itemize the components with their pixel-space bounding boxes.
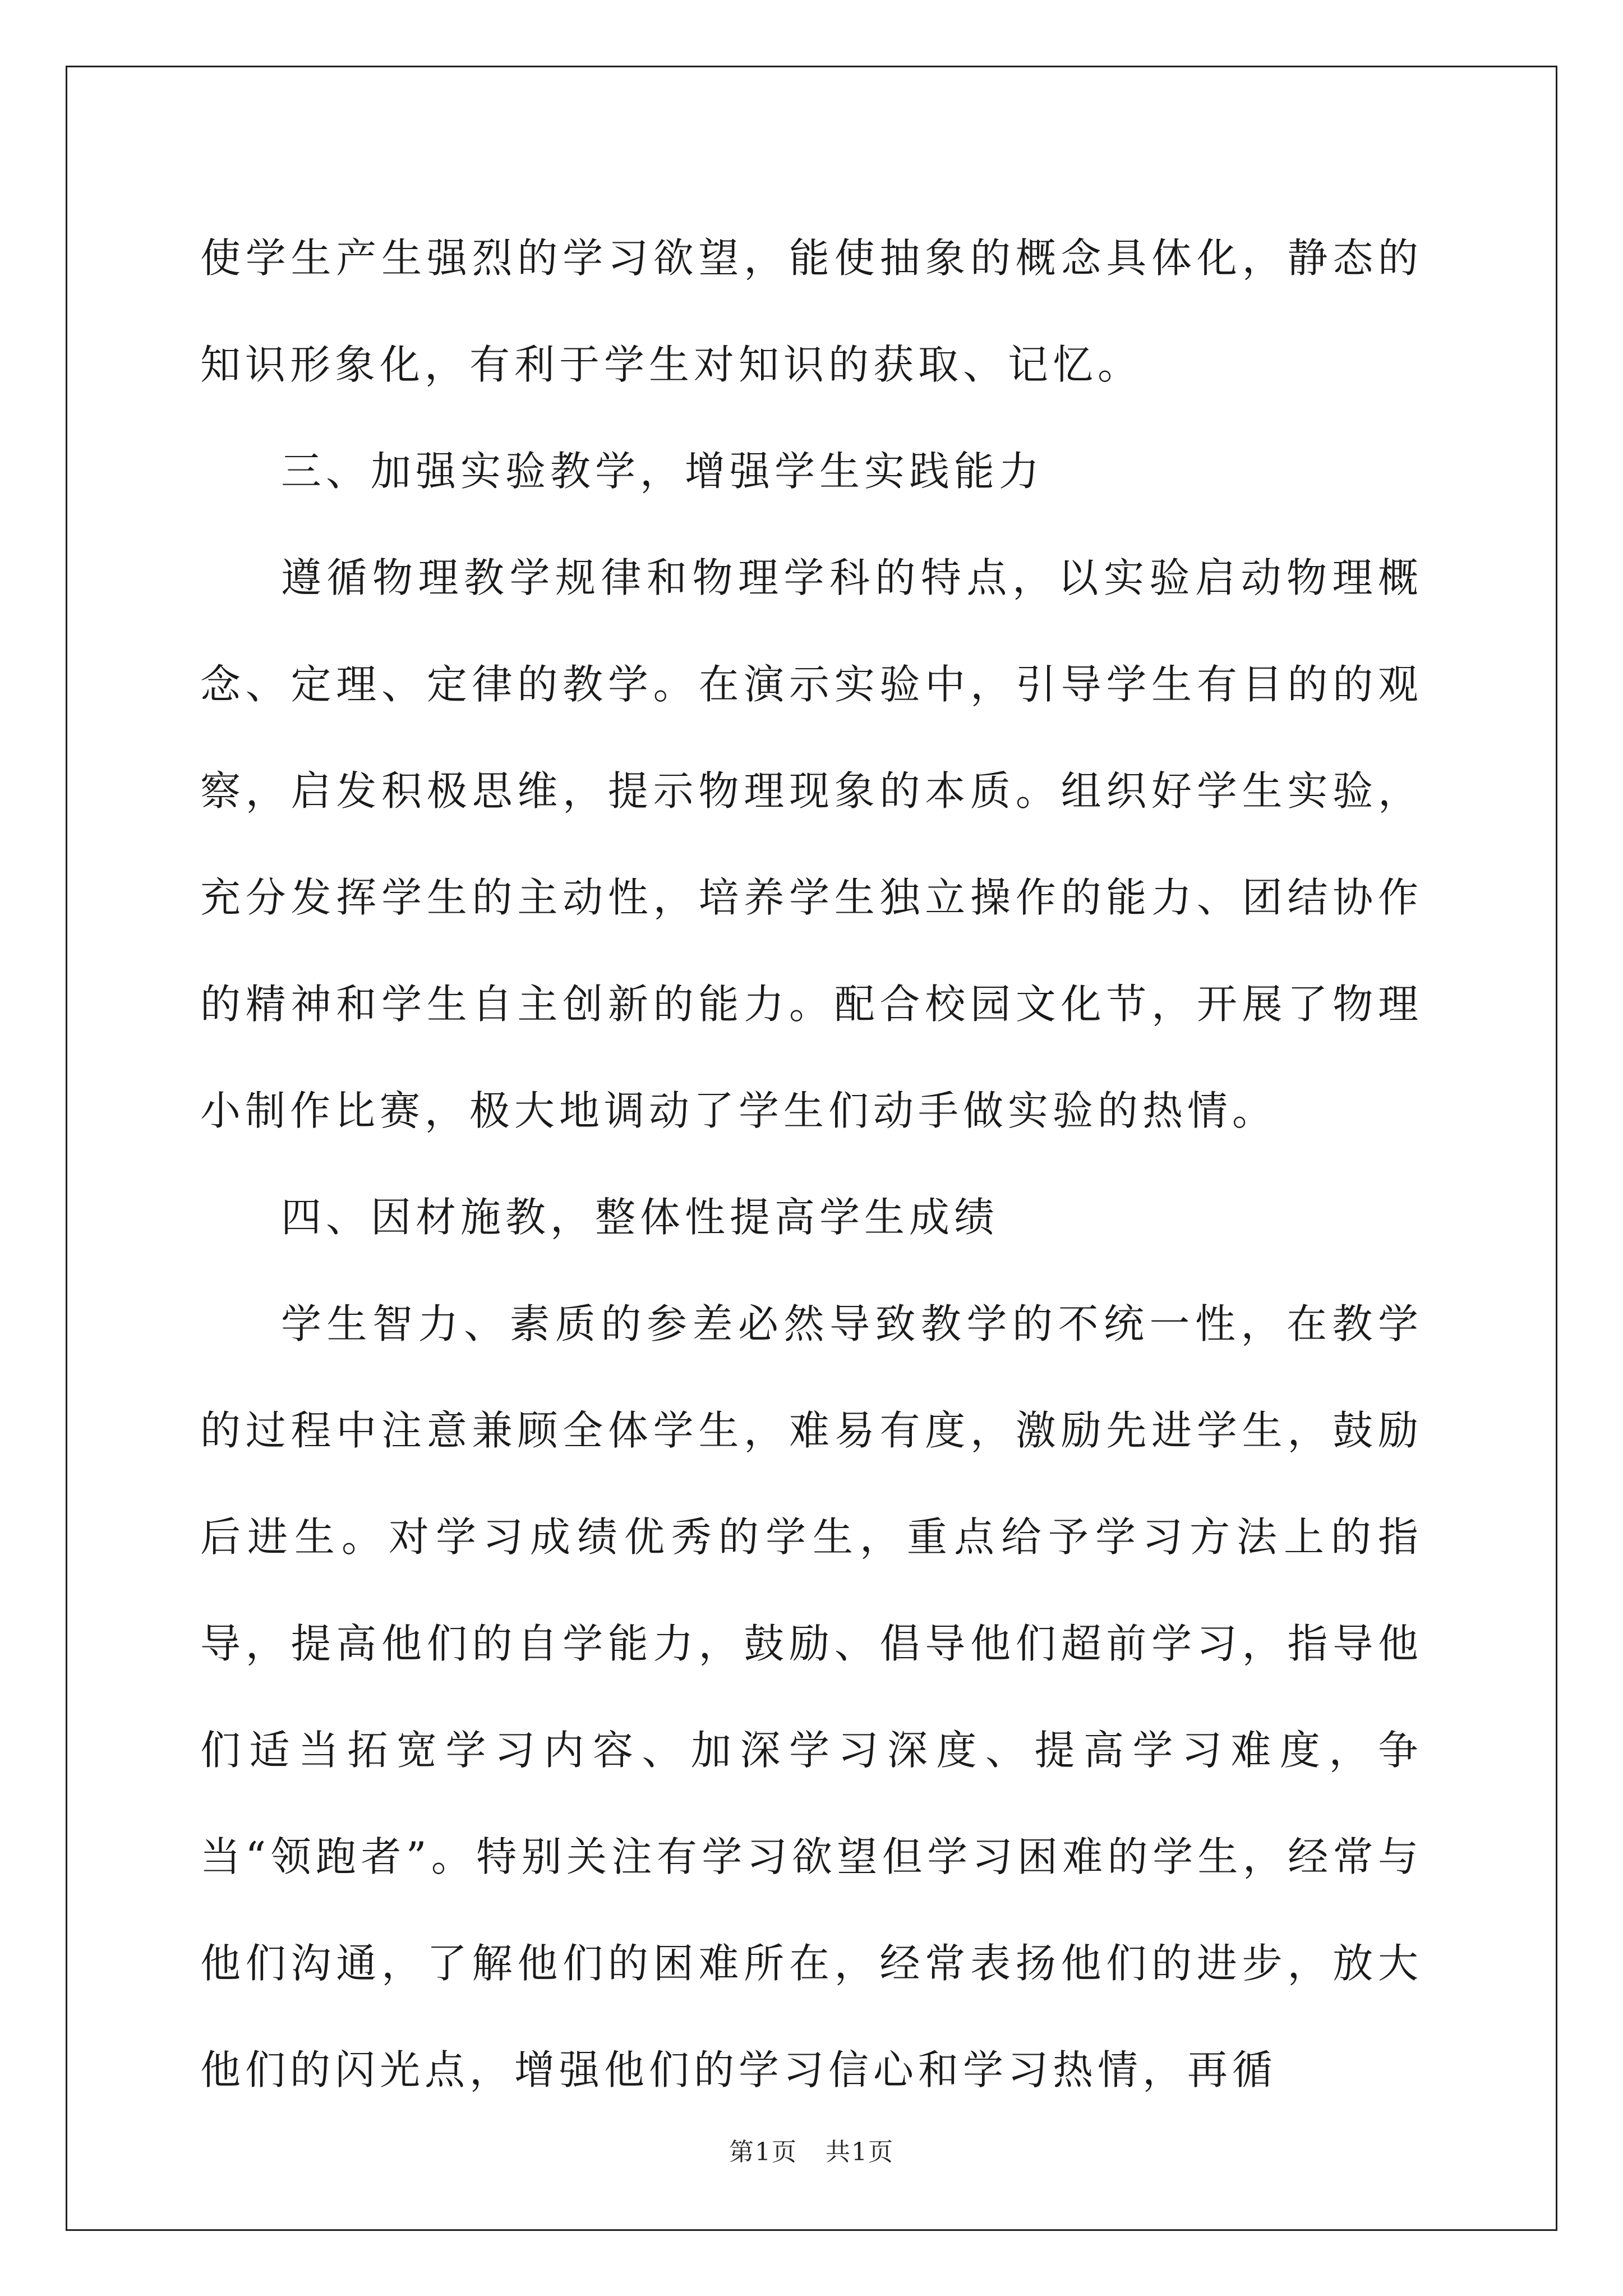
page-number-total: 共1页	[826, 2138, 894, 2166]
paragraph-experiment-teaching: 遵循物理教学规律和物理学科的特点，以实验启动物理概念、定理、定律的教学。在演示实验中，引导学生有目的的观察，启发积极思维，提示物理现象的本质。组织好学生实验，充分发挥学生的主动性，培养学生独立操作的能力、团结协作的精神和学生自主创新的能力。配合校园文化节，开展了物理小制作比赛，极大地调动了学生们动手做实验的热情。	[200, 554, 1423, 1134]
paragraph-individualized-teaching: 学生智力、素质的参差必然导致教学的不统一性，在教学的过程中注意兼顾全体学生，难易有度，激励先进学生，鼓励后进生。对学习成绩优秀的学生，重点给予学习方法上的指导，提高他们的自学能力，鼓励、倡导他们超前学习，指导他们适当拓宽学习内容、加深学习深度、提高学习难度，争当“领跑者”。特别关注有学习欲望但学习困难的学生，经常与他们沟通，了解他们的困难所在，经常表扬他们的进步，放大他们的闪光点，增强他们的学习信心和学习热情，再循	[200, 1300, 1423, 2093]
section-heading-individualized-teaching: 四、因材施教，整体性提高学生成绩	[281, 1194, 999, 1241]
section-heading-experiment-teaching: 三、加强实验教学，增强学生实践能力	[281, 448, 1044, 495]
document-body	[200, 205, 1423, 2123]
paragraph-continued-intro: 使学生产生强烈的学习欲望，能使抽象的概念具体化，静态的知识形象化，有利于学生对知识的获取、记忆。	[200, 234, 1423, 388]
page-number-current: 第1页	[729, 2138, 797, 2166]
page-footer	[0, 2132, 1623, 2168]
